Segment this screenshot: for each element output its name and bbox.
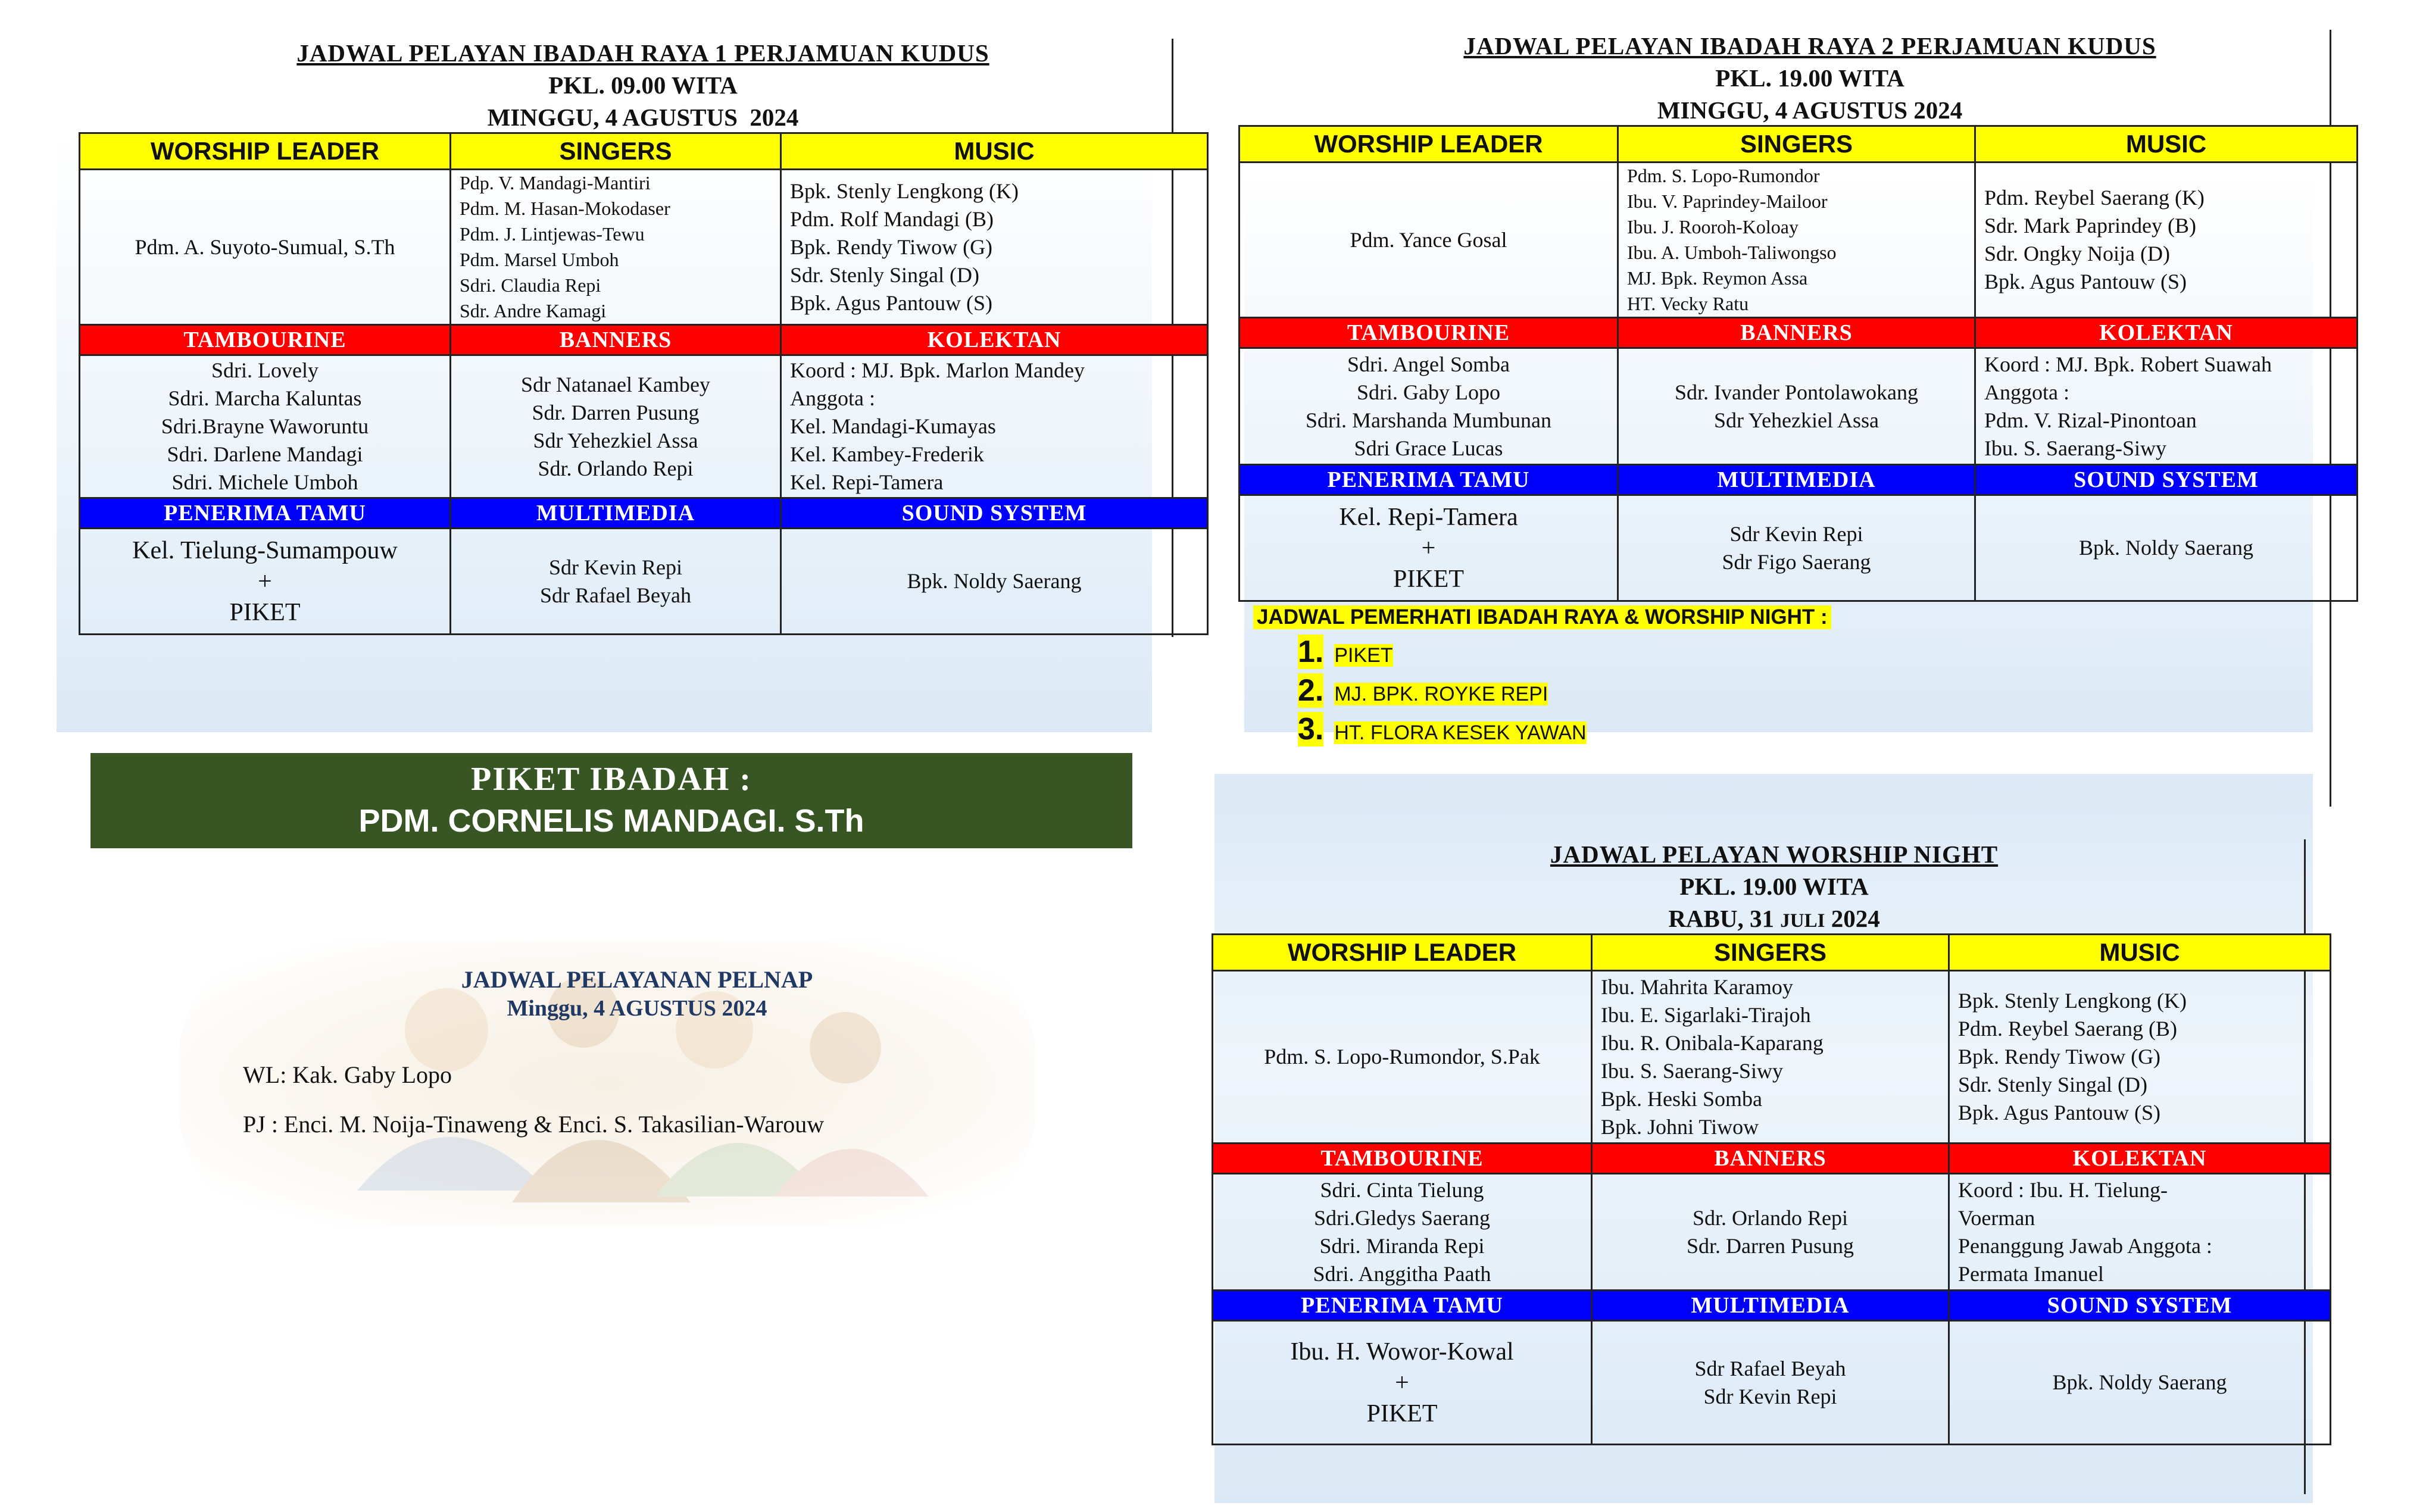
header-multimedia: MULTIMEDIA [451,498,781,529]
pelnap-title: JADWAL PELAYANAN PELNAP [461,966,813,993]
musician-name: Pdm. Reybel Saerang (B) [1958,1017,2177,1041]
tambourine-name: Sdri. Michele Umboh [171,470,358,494]
sound-system-cell [1975,495,2358,601]
kolektan-line: Koord : Ibu. H. Tielung- [1958,1177,2168,1202]
sound-system-name: Bpk. Noldy Saerang [2079,536,2253,560]
tambourine-cell [80,355,451,498]
raya1-time: PKL. 09.00 WITA [548,71,738,99]
piket-banner [90,753,1132,848]
multimedia-name: Sdr Kevin Repi [549,555,682,579]
header-penerima-tamu: PENERIMA TAMU [1239,465,1618,495]
penerima-tamu-line: + [1395,1369,1409,1397]
banner-name: Sdr Natanael Kambey [521,372,710,396]
worship-leader-cell: Pdm. S. Lopo-Rumondor, S.Pak [1213,971,1592,1144]
singer-name: HT. Vecky Ratu [1627,293,1749,314]
kolektan-line: Permata Imanuel [1958,1261,2104,1286]
musician-name: Sdr. Stenly Singal (D) [1958,1073,2148,1096]
singer-name: Pdm. M. Hasan-Mokodaser [460,198,670,219]
header-tambourine: TAMBOURINE [1239,318,1618,348]
header-worship-leader: WORSHIP LEADER [1213,935,1592,971]
header-multimedia: MULTIMEDIA [1618,465,1975,495]
banner-name: Sdr. Darren Pusung [532,400,700,424]
singer-name: Sdri. Claudia Repi [460,274,601,296]
kolektan-line: Koord : MJ. Bpk. Marlon Mandey [790,358,1085,382]
sound-system-name: Bpk. Noldy Saerang [2052,1370,2227,1394]
singer-name: Ibu. V. Paprindey-Mailoor [1627,190,1828,212]
multimedia-cell [1592,1321,1949,1445]
music-cell [1949,971,2331,1144]
singer-name: Ibu. R. Onibala-Kaparang [1601,1030,1824,1055]
header-worship-leader: WORSHIP LEADER [80,133,451,170]
raya2-date: MINGGU, 4 AGUSTUS 2024 [1657,96,1963,124]
banner-name: Sdr. Ivander Pontolawokang [1675,380,1918,404]
tambourine-name: Sdri. Darlene Mandagi [167,442,363,466]
singer-name: Bpk. Heski Somba [1601,1086,1763,1111]
header-sound-system: SOUND SYSTEM [1949,1291,2331,1321]
penerima-tamu-line: + [258,567,272,595]
singer-name: Pdp. V. Mandagi-Mantiri [460,172,651,193]
penerima-tamu-line: PIKET [1366,1399,1438,1427]
singers-cell [1592,971,1949,1144]
singer-name: Ibu. A. Umboh-Taliwongso [1627,242,1837,263]
pemerhati-name: MJ. BPK. ROYKE REPI [1334,683,1548,705]
header-kolektan: KOLEKTAN [1949,1144,2331,1174]
worship-leader-cell: Pdm. Yance Gosal [1239,163,1618,318]
tambourine-name: Sdri. Marshanda Mumbunan [1306,408,1551,432]
musician-name: Bpk. Agus Pantouw (S) [790,290,993,315]
singer-name: Bpk. Johni Tiwow [1601,1114,1759,1139]
musician-name: Bpk. Stenly Lengkong (K) [790,179,1019,203]
musician-name: Bpk. Agus Pantouw (S) [1984,270,2187,293]
piket-name: PDM. CORNELIS MANDAGI. S.Th [358,803,864,839]
header-music: MUSIC [1949,935,2331,971]
kolektan-line: Anggota : [790,386,875,410]
multimedia-name: Sdr Kevin Repi [1729,521,1863,546]
raya1-date: MINGGU, 4 AGUSTUS 2024 [487,104,799,131]
tambourine-name: Sdri. Lovely [211,358,319,382]
musician-name: Pdm. Reybel Saerang (K) [1984,186,2205,210]
date-prefix: RABU, 31 [1668,905,1781,932]
music-cell [1975,163,2358,318]
musician-name: Bpk. Stenly Lengkong (K) [1958,989,2187,1013]
worship-night-table [1212,933,2331,1445]
pemerhati-item [1298,673,1548,708]
header-singers: SINGERS [451,133,781,170]
header-banners: BANNERS [1618,318,1975,348]
tambourine-cell [1213,1174,1592,1291]
singer-name: Sdr. Andre Kamagi [460,300,607,321]
header-kolektan: KOLEKTAN [1975,318,2358,348]
penerima-tamu-line: Kel. Tielung-Sumampouw [132,536,398,564]
raya2-title: JADWAL PELAYAN IBADAH RAYA 2 PERJAMUAN KUDUS [1463,32,2156,60]
musician-name: Sdr. Mark Paprindey (B) [1984,214,2196,238]
pemerhati-name: PIKET [1334,644,1393,667]
kolektan-cell [781,355,1208,498]
header-tambourine: TAMBOURINE [1213,1144,1592,1174]
multimedia-name: Sdr Rafael Beyah [540,583,691,607]
header-kolektan: KOLEKTAN [781,325,1208,355]
tambourine-name: Sdri. Angel Somba [1347,352,1510,376]
pemerhati-number: 1. [1298,635,1324,669]
header-banners: BANNERS [451,325,781,355]
singer-name: Ibu. J. Rooroh-Koloay [1627,216,1799,238]
singer-name: MJ. Bpk. Reymon Assa [1627,267,1808,289]
banner-name: Sdr. Orlando Repi [538,456,694,480]
banners-cell [1592,1174,1949,1291]
raya1-table [79,132,1209,635]
pemerhati-item [1298,634,1393,670]
kolektan-line: Anggota : [1984,380,2069,404]
header-worship-leader: WORSHIP LEADER [1239,126,1618,163]
sound-system-name: Bpk. Noldy Saerang [907,569,1082,593]
singer-name: Pdm. S. Lopo-Rumondor [1627,165,1820,186]
pelnap-wl: WL: Kak. Gaby Lopo [243,1061,452,1088]
pemerhati-title: JADWAL PEMERHATI IBADAH RAYA & WORSHIP NIGHT : [1253,605,1831,629]
banner-name: Sdr Yehezkiel Assa [1714,408,1879,432]
multimedia-name: Sdr Kevin Repi [1703,1384,1837,1408]
penerima-tamu-cell [1239,495,1618,601]
sound-system-cell [781,529,1208,635]
worship-leader-cell: Pdm. A. Suyoto-Sumual, S.Th [80,170,451,325]
penerima-tamu-line: PIKET [229,598,301,626]
kolektan-line: Koord : MJ. Bpk. Robert Suawah [1984,352,2272,376]
worship-night-date [1310,902,2238,937]
singer-name: Ibu. S. Saerang-Siwy [1601,1058,1783,1083]
raya1-title: JADWAL PELAYAN IBADAH RAYA 1 PERJAMUAN KUDUS [296,39,989,67]
tambourine-name: Sdri. Cinta Tielung [1320,1177,1484,1202]
pelnap-date: Minggu, 4 AGUSTUS 2024 [507,996,767,1021]
musician-name: Bpk. Agus Pantouw (S) [1958,1101,2161,1124]
musician-name: Sdr. Ongky Noija (D) [1984,242,2170,265]
header-singers: SINGERS [1592,935,1949,971]
multimedia-cell [1618,495,1975,601]
musician-name: Bpk. Rendy Tiwow (G) [790,235,993,259]
kolektan-line: Penanggung Jawab Anggota : [1958,1233,2212,1258]
tambourine-name: Sdri. Anggitha Paath [1313,1261,1491,1286]
pemerhati-name: HT. FLORA KESEK YAWAN [1334,721,1587,744]
tambourine-cell [1239,348,1618,465]
multimedia-name: Sdr Figo Saerang [1722,549,1871,574]
raya2-title-block [1345,30,2274,126]
pemerhati-item [1298,711,1587,747]
music-cell [781,170,1208,325]
header-tambourine: TAMBOURINE [80,325,451,355]
header-sound-system: SOUND SYSTEM [781,498,1208,529]
header-music: MUSIC [781,133,1208,170]
tambourine-name: Sdri.Gledys Saerang [1314,1205,1490,1230]
kolektan-cell [1949,1174,2331,1291]
penerima-tamu-line: Ibu. H. Wowor-Kowal [1290,1338,1514,1366]
header-penerima-tamu: PENERIMA TAMU [1213,1291,1592,1321]
multimedia-cell [451,529,781,635]
worship-night-title: JADWAL PELAYAN WORSHIP NIGHT [1550,841,1999,868]
singers-cell [1618,163,1975,318]
kolektan-line: Voerman [1958,1205,2035,1230]
tambourine-name: Sdri.Brayne Waworuntu [161,414,369,438]
tambourine-name: Sdri. Marcha Kaluntas [168,386,362,410]
banner-name: Sdr. Orlando Repi [1693,1205,1848,1230]
multimedia-name: Sdr Rafael Beyah [1694,1356,1846,1380]
kolektan-line: Kel. Repi-Tamera [790,470,944,494]
pelnap-pj: PJ : Enci. M. Noija-Tinaweng & Enci. S. Takasilian-Warouw [243,1111,825,1138]
singer-name: Pdm. Marsel Umboh [460,249,619,270]
header-music: MUSIC [1975,126,2358,163]
musician-name: Bpk. Rendy Tiwow (G) [1958,1045,2161,1069]
date-suffix: 2024 [1825,905,1880,932]
piket-label: PIKET IBADAH : [471,761,752,798]
singer-name: Ibu. Mahrita Karamoy [1601,974,1793,999]
singer-name: Ibu. E. Sigarlaki-Tirajoh [1601,1002,1811,1027]
banner-name: Sdr. Darren Pusung [1687,1233,1854,1258]
sound-system-cell [1949,1321,2331,1445]
header-penerima-tamu: PENERIMA TAMU [80,498,451,529]
penerima-tamu-line: PIKET [1393,565,1464,593]
banners-cell [1618,348,1975,465]
singer-name: Pdm. J. Lintjewas-Tewu [460,223,645,245]
musician-name: Pdm. Rolf Mandagi (B) [790,207,994,231]
raya2-time: PKL. 19.00 WITA [1715,64,1904,92]
header-banners: BANNERS [1592,1144,1949,1174]
tambourine-name: Sdri. Gaby Lopo [1357,380,1500,404]
penerima-tamu-cell [1213,1321,1592,1445]
pemerhati-number: 2. [1298,673,1324,708]
worship-night-time: PKL. 19.00 WITA [1679,873,1869,900]
header-singers: SINGERS [1618,126,1975,163]
singers-cell [451,170,781,325]
worship-night-title-block [1310,838,2238,937]
date-month: JULI [1780,910,1825,932]
musician-name: Sdr. Stenly Singal (D) [790,263,980,287]
penerima-tamu-cell [80,529,451,635]
tambourine-name: Sdri Grace Lucas [1354,436,1503,460]
raya1-title-block [143,37,1143,133]
raya2-table [1238,125,2358,602]
tambourine-name: Sdri. Miranda Repi [1319,1233,1485,1258]
banners-cell [451,355,781,498]
kolektan-line: Kel. Mandagi-Kumayas [790,414,996,438]
header-sound-system: SOUND SYSTEM [1975,465,2358,495]
penerima-tamu-line: + [1421,534,1436,562]
header-multimedia: MULTIMEDIA [1592,1291,1949,1321]
kolektan-line: Ibu. S. Saerang-Siwy [1984,436,2166,460]
banner-name: Sdr Yehezkiel Assa [533,428,698,452]
kolektan-cell [1975,348,2358,465]
pemerhati-number: 3. [1298,712,1324,746]
kolektan-line: Kel. Kambey-Frederik [790,442,984,466]
penerima-tamu-line: Kel. Repi-Tamera [1339,503,1518,531]
kolektan-line: Pdm. V. Rizal-Pinontoan [1984,408,2197,432]
